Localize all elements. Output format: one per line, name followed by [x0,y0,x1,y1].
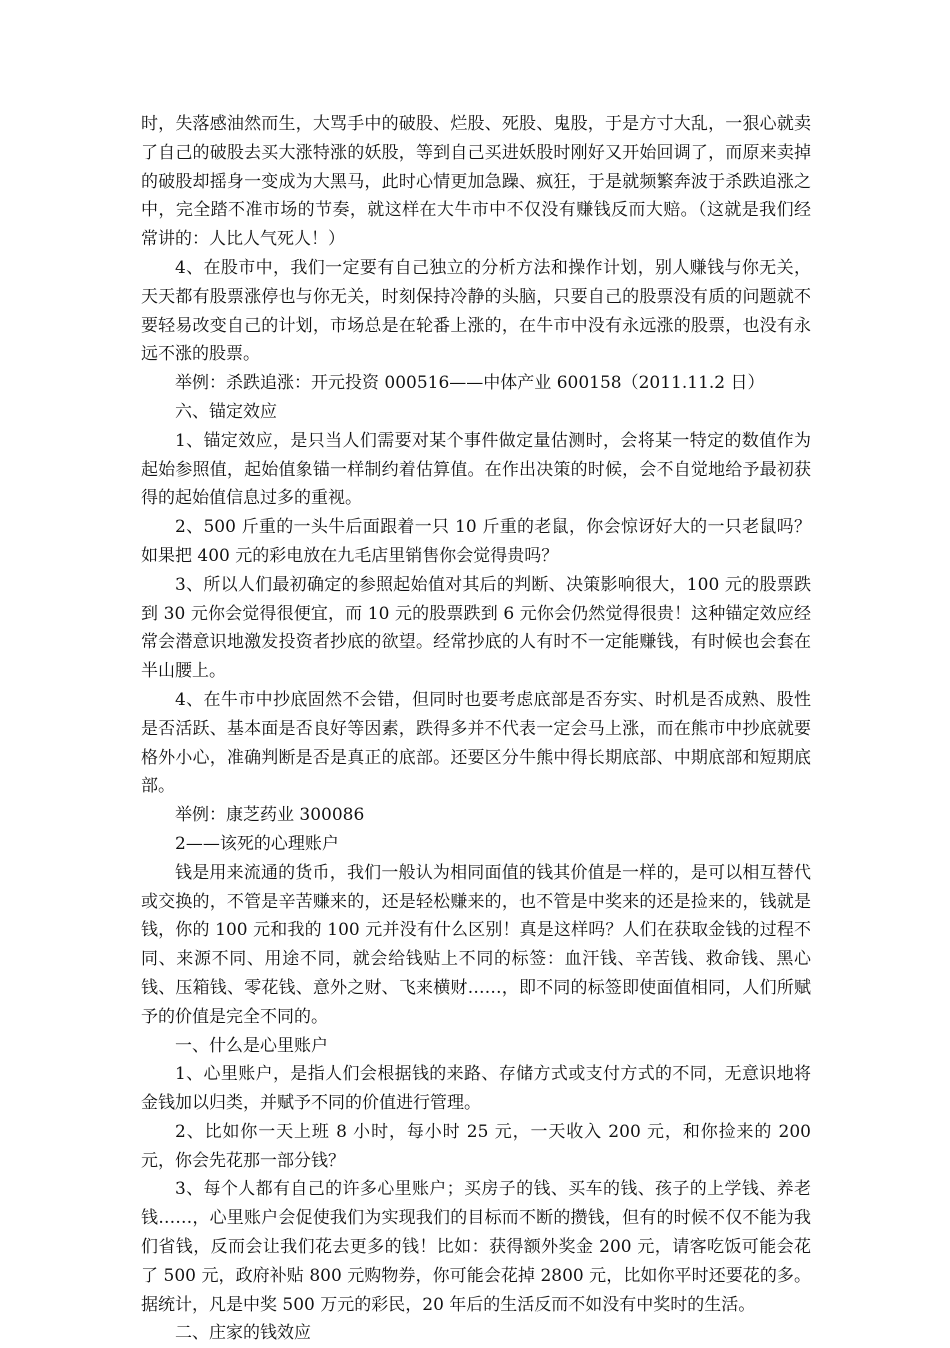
document-body [141,110,811,1348]
paragraph-6: 2、500 斤重的一头牛后面跟着一只 10 斤重的老鼠，你会惊讶好大的一只老鼠吗？如果把 400 元的彩电放在九毛店里销售你会觉得贵吗？ [141,517,811,566]
paragraph-14: 2、比如你一天上班 8 小时，每小时 25 元，一天收入 200 元，和你捡来的 200 元，你会先花那一部分钱？ [141,1121,811,1171]
paragraph-2: 4、在股市中，我们一定要有自己独立的分析方法和操作计划，别人赚钱与你无关，天天都有股票涨停也与你无关，时刻保持冷静的头脑，只要自己的股票没有质的问题就不要轻易改变自己的计划，市场总是在轮番上涨的，在牛市中没有永远涨的股票，也没有永远不涨的股票。 [141,257,811,365]
paragraph-13: 1、心里账户，是指人们会根据钱的来路、存储方式或支付方式的不同，无意识地将金钱加以归类，并赋予不同的价值进行管理。 [141,1064,811,1114]
heading-dealer-money-effect: 二、庄家的钱效应 [175,1323,311,1344]
paragraph-5: 1、锚定效应，是只当人们需要对某个事件做定量估测时，会将某一特定的数值作为起始参照值，起始值象锚一样制约着估算值。在作出决策的时候，会不自觉地给予最初获得的起始值信息过多的重视。 [141,430,811,509]
heading-what-is-mental-account: 一、什么是心里账户 [175,1035,328,1056]
paragraph-15: 3、每个人都有自己的许多心里账户；买房子的钱、买车的钱、孩子的上学钱、养老钱……，心里账户会促使我们为实现我们的目标而不断的攒钱，但有的时候不仅不能为我们省钱，反而会让我们花去更多的钱！比如：获得额外奖金 200 元，请客吃饭可能会花了 500 元，政府补贴 800 元购物券，你可能会花掉 2800 元，比如你平时还要花的多。据统计，凡是中奖 500 万元的彩民，20 年后的生活反而不如没有中奖时的生活。 [141,1179,811,1315]
paragraph-7: 3、所以人们最初确定的参照起始值对其后的判断、决策影响很大，100 元的股票跌到 30 元你会觉得很便宜，而 10 元的股票跌到 6 元你会仍然觉得很贵！这种锚定效应经常会潜意识地激发投资者抄底的欲望。经常抄底的人有时不一定能赚钱，有时候也会套在半山腰上。 [141,574,811,682]
paragraph-11: 钱是用来流通的货币，我们一般认为相同面值的钱其价值是一样的，是可以相互替代或交换的，不管是辛苦赚来的，还是轻松赚来的，也不管是中奖来的还是捡来的，钱就是钱，你的 100 元和我的 100 元并没有什么区别！真是这样吗？人们在获取金钱的过程不同、来源不同、用途不同，就会给钱贴上不同的标签：血汗钱、辛苦钱、救命钱、黑心钱、压箱钱、零花钱、意外之财、飞来横财……，即不同的标签即使面值相同，人们所赋予的价值是完全不同的。 [141,862,811,1027]
heading-mental-account: 2——该死的心理账户 [175,833,339,854]
paragraph-8: 4、在牛市中抄底固然不会错，但同时也要考虑底部是否夯实、时机是否成熟、股性是否活跃、基本面是否良好等因素，跌得多并不代表一定会马上涨，而在熊市中抄底就要格外小心，准确判断是否是真正的底部。还要区分牛熊中得长期底部、中期底部和短期底部。 [141,689,811,797]
heading-anchoring-effect: 六、锚定效应 [175,401,277,422]
paragraph-3: 举例：杀跌追涨：开元投资 000516——中体产业 600158（2011.11.2 日） [175,373,765,394]
paragraph-9: 举例：康芝药业 300086 [175,805,365,826]
paragraph-1: 时，失落感油然而生，大骂手中的破股、烂股、死股、鬼股，于是方寸大乱，一狠心就卖了自己的破股去买大涨特涨的妖股，等到自己买进妖股时刚好又开始回调了，而原来卖掉的破股却摇身一变成为大黑马，此时心情更加急躁、疯狂，于是就频繁奔波于杀跌追涨之中，完全踏不准市场的节奏，就这样在大牛市中不仅没有赚钱反而大赔。（这就是我们经常讲的：人比人气死人！） [141,114,811,250]
